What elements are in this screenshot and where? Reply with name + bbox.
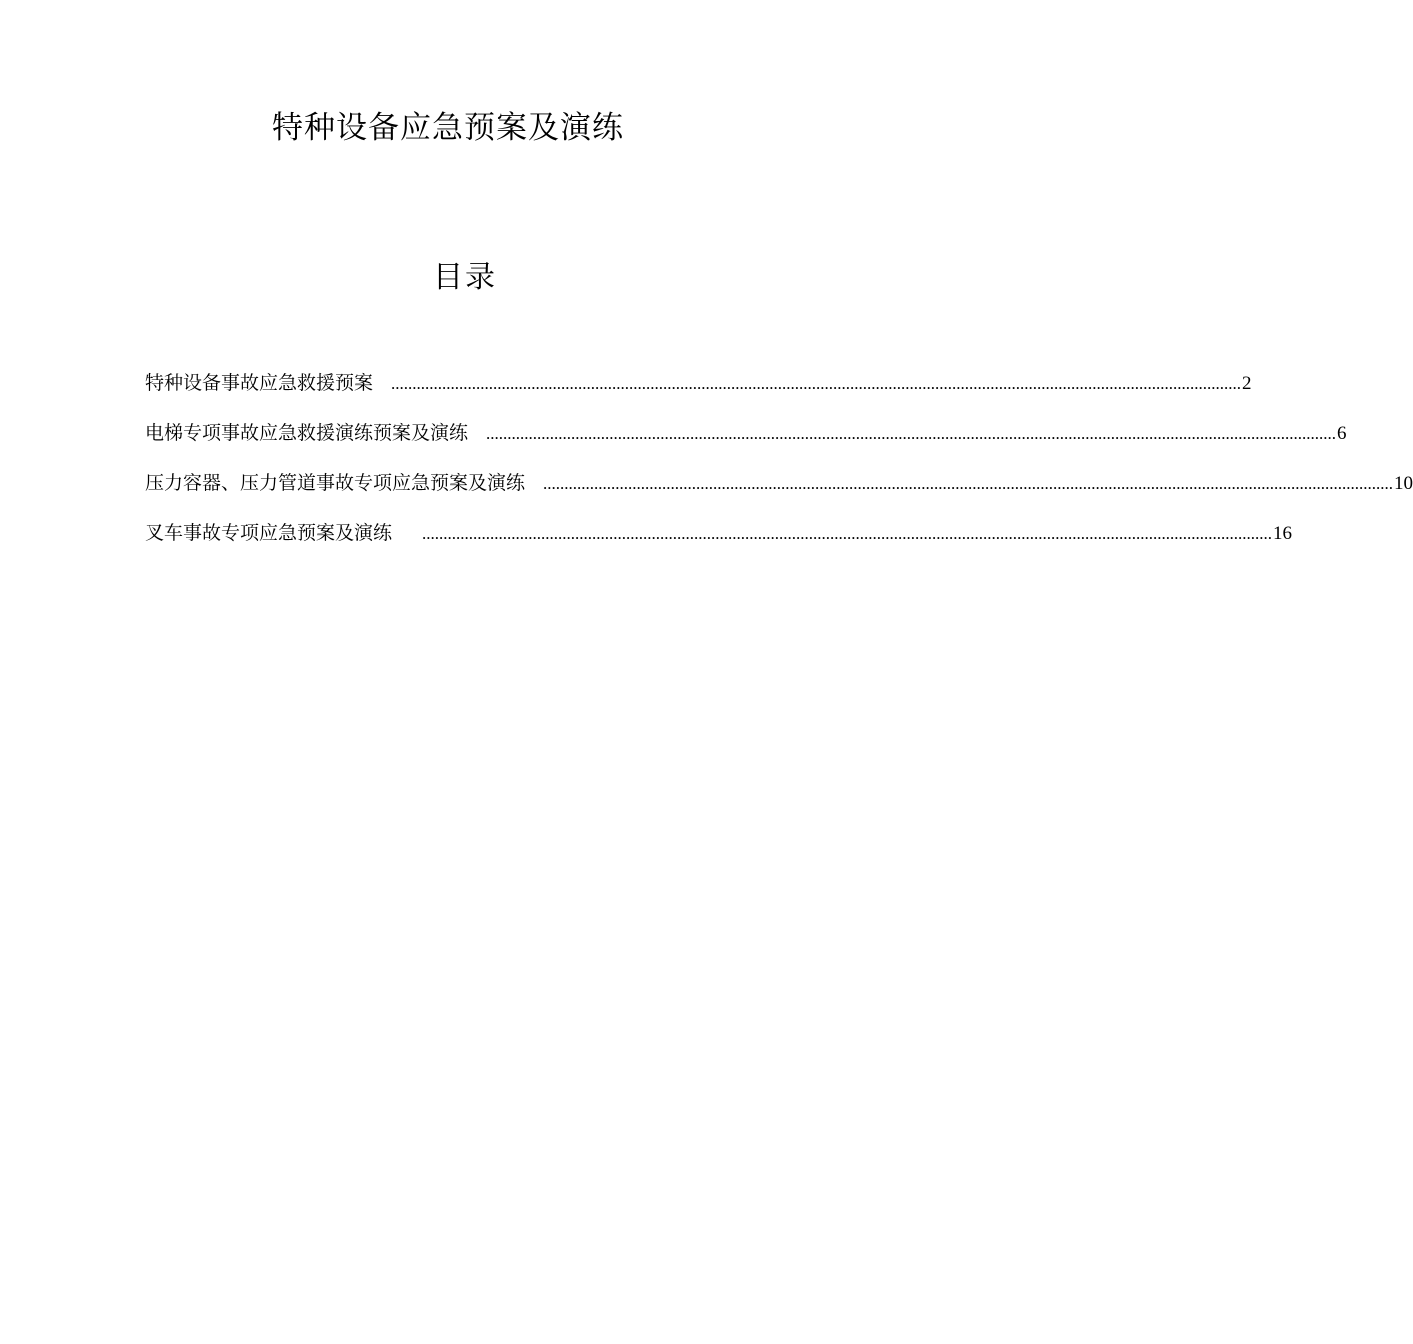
toc-entry-title: 电梯专项事故应急救援演练预案及演练 (145, 422, 469, 444)
toc-entry-title: 压力容器、压力管道事故专项应急预案及演练 (145, 472, 526, 494)
toc-entry[interactable] (145, 518, 1293, 568)
toc-dot-leader: ........................................................................................................................................................................................................ (422, 524, 1273, 543)
toc-entry[interactable] (145, 368, 1252, 418)
toc-entry[interactable] (145, 418, 1347, 468)
toc-entry-page: 10 (1394, 473, 1413, 494)
toc-entry-page: 2 (1242, 373, 1252, 394)
toc-dot-leader: ........................................................................................................................................................................................................ (543, 474, 1394, 493)
table-of-contents (145, 368, 1413, 568)
toc-entry-page: 16 (1273, 523, 1293, 544)
toc-dot-leader: ........................................................................................................................................................................................................ (486, 424, 1337, 443)
toc-heading: 目录 (433, 260, 497, 295)
toc-dot-leader: ........................................................................................................................................................................................................ (391, 374, 1242, 393)
document-title: 特种设备应急预案及演练 (272, 110, 624, 146)
toc-entry[interactable] (145, 468, 1413, 518)
toc-entry-title: 叉车事故专项应急预案及演练 (145, 522, 393, 544)
toc-entry-page: 6 (1337, 423, 1347, 444)
toc-entry-title: 特种设备事故应急救援预案 (145, 372, 374, 394)
